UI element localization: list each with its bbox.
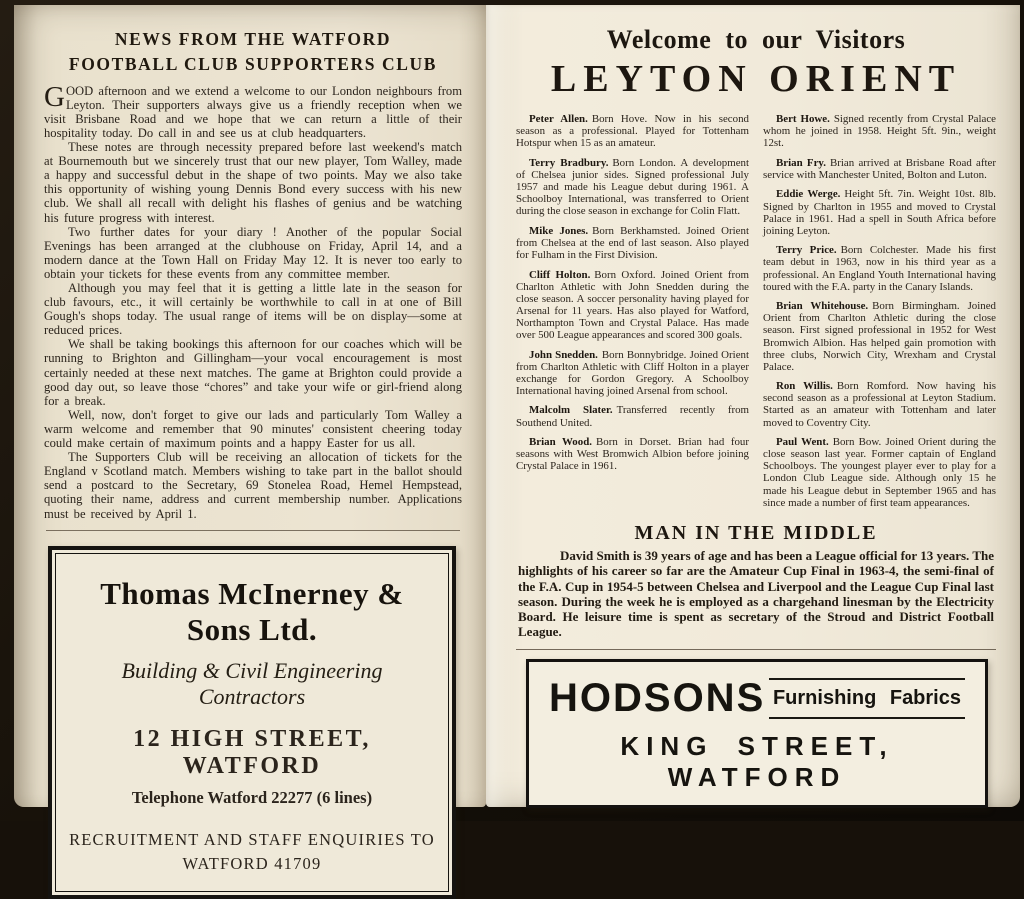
player-bio-text: Born Romford. Now having his second season as a professional at Leyton Stadium. Started as an amateur with Tottenham and later moved to Coventry City. <box>763 380 996 429</box>
player-name: Malcolm Slater. <box>529 404 613 417</box>
supporters-club-heading <box>44 27 462 77</box>
paragraph-3: Two further dates for your diary ! Another of the popular Social Evenings has been arranged at the clubhouse on Friday, April 14, and a modern dance at the Town Hall on Friday May 12. It is never too early to obtain your tickets for these events from any committee member. <box>44 224 462 281</box>
ad-store-tagline: Furnishing Fabrics <box>769 678 965 719</box>
player-bio-text: Born Bonnybridge. Joined Orient from Charlton Athletic with Cliff Holton in a player exchange for Gordon Gregory. A Schoolboy International having joined Arsenal from school. <box>516 348 750 397</box>
player-bio <box>763 188 996 236</box>
player-bio-text: Signed recently from Crystal Palace whom he joined in 1958. Height 5ft. 9in., weight 12st. <box>763 113 996 150</box>
ad-store-address: KING STREET, WATFORD <box>620 731 894 793</box>
player-bio-text: Born Colchester. Made his first team debut in 1963, now in his third year as a professional. An England Youth International having toured with the F.A. party in the Canary Islands. <box>763 244 996 293</box>
player-bio <box>516 404 749 428</box>
player-bio <box>516 349 749 397</box>
divider-rule <box>46 530 460 531</box>
ad-company-name: Thomas McInerney & Sons Ltd. <box>100 575 404 647</box>
open-pages <box>14 5 1020 873</box>
hodsons-ad-top-row <box>549 676 965 721</box>
paragraph-6: Well, now, don't forget to give our lads and particularly Tom Walley a warm welcome and remember that 90 minutes' consistent cheering today could make certain of maximum points and a happy Easter for us all. <box>44 407 462 451</box>
player-name: Cliff Holton. <box>529 268 591 281</box>
ad-store-name: HODSONS <box>549 676 766 721</box>
supporters-club-article <box>44 80 462 521</box>
ad-recruitment-line-2: WATFORD 41709 <box>182 853 322 873</box>
player-column-left <box>516 113 749 516</box>
paragraph-5: We shall be taking bookings this afternoon for our coaches which will be running to Brighton and Gillingham—your vocal encouragement is most certainly needed at these next matches. The game at Brighton could provide a good day out, so leave those “chores” and take your wife or girl-friend along for a break. <box>44 337 462 408</box>
player-bio-text: Born Hove. Now in his second season as a professional. Played for Tottenham Hotspur when 15 as an amateur. <box>516 113 749 150</box>
player-name: Terry Bradbury. <box>529 156 609 169</box>
player-bio <box>516 157 749 217</box>
ad-company-address: 12 HIGH STREET, WATFORD <box>133 725 371 779</box>
player-bio <box>516 436 749 472</box>
left-page <box>14 5 486 873</box>
player-bio <box>763 380 996 428</box>
player-bio <box>763 300 996 373</box>
player-column-right <box>763 113 996 516</box>
player-name: Peter Allen. <box>529 113 588 125</box>
divider-rule <box>516 649 996 650</box>
mcinerney-ad <box>48 546 456 899</box>
player-name: Bert Howe. <box>776 113 830 125</box>
player-bio-text: Born in Dorset. Brian had four seasons with West Bromwich Albion before joining Crystal Palace in 1961. <box>516 436 749 473</box>
player-bio-text: Born Birmingham. Joined Orient from Charlton Athletic during the close season. First signed professional in 1952 for West Bromwich Albion. Has helped gain promotion with three clubs, Norwich City, Wrexham and Crystal Palace. <box>763 300 996 373</box>
player-name: Terry Price. <box>776 244 837 257</box>
paragraph-7: The Supporters Club will be receiving an allocation of tickets for the England v Scotland match. Members wishing to take part in the ballot should send a postcard to the Secretary, 69 Stonelea Road, Hemel Hempstead, quoting their name, address and current membership number. Applications must be received by April 1. <box>44 450 462 521</box>
player-name: Brian Wood. <box>529 436 592 449</box>
player-bio-text: Born Bow. Joined Orient during the close season last year. Former captain of England Schoolboys. The youngest player ever to play for a London Club League side. Although only 15 he made his League debut in September 1965 and has since made a number of first team appearances. <box>763 436 996 509</box>
player-bio-text: Transferred recently from Southend United. <box>516 404 749 429</box>
visiting-team-name: LEYTON ORIENT <box>550 58 962 100</box>
hodsons-ad <box>526 659 988 808</box>
mcinerney-ad-frame <box>55 553 449 893</box>
player-bio <box>516 225 749 261</box>
player-bio <box>516 269 749 342</box>
referee-profile-text: David Smith is 39 years of age and has been a League official for 13 years. The highlights of his career so far are the Amateur Cup Final in 1963-4, the semi-final of the F.A. Cup in 1954-5 between Chelsea and Liverpool and the League Cup Final last season. During the week he is employed as a chargehand linesman by the Electricity Board. He leisure time is spent as secretary of the Stroud and District Football League. <box>518 548 994 640</box>
player-bio-text: Born Berkhamsted. Joined Orient from Chelsea at the end of last season. Also played for Fulham in the First Division. <box>516 224 749 261</box>
player-bio <box>516 113 749 149</box>
player-name: Brian Whitehouse. <box>776 300 869 313</box>
player-name: Brian Fry. <box>776 156 826 169</box>
player-bio-columns <box>516 113 996 516</box>
player-name: Paul Went. <box>776 436 829 449</box>
drop-cap: G <box>44 80 65 113</box>
paragraph-2: These notes are through necessity prepared before last weekend's match at Bournemouth but we sincerely trust that our new player, Tom Walley, made a happy and successful debut in the shape of two points. May we also take this opportunity of wishing young Dennis Bond every success with his new club. We shall all recall with delight his flashes of genius and be watching his future progress with interest. <box>44 140 462 225</box>
visitors-welcome-heading: Welcome to our Visitors <box>606 25 906 54</box>
player-bio <box>763 113 996 149</box>
ad-recruitment-line-1: RECRUITMENT AND STAFF ENQUIRIES TO <box>69 829 435 849</box>
player-name: Eddie Werge. <box>776 188 841 201</box>
player-bio-text: Brian arrived at Brisbane Road after service with Manchester United, Bolton and Luton. <box>763 156 997 181</box>
player-bio <box>763 157 996 181</box>
player-bio-text: Born London. A development of Chelsea junior sides. Signed professional July 1957 and made his League debut during 1961. A Schoolboy International, was transferred to Orient during the close season in exchange for Colin Flatt. <box>516 156 749 218</box>
heading-line-2: FOOTBALL CLUB SUPPORTERS CLUB <box>68 53 438 74</box>
ad-company-phone: Telephone Watford 22277 (6 lines) <box>131 787 373 807</box>
paragraph-1 <box>44 80 462 140</box>
player-bio <box>763 436 996 509</box>
player-name: Ron Willis. <box>776 380 833 393</box>
ad-company-tagline: Building & Civil Engineering Contractors <box>121 657 383 709</box>
man-in-the-middle-heading: MAN IN THE MIDDLE <box>634 522 878 545</box>
player-name: Mike Jones. <box>529 224 589 237</box>
paragraph-1-text: OOD afternoon and we extend a welcome to our London neighbours from Leyton. Their supporters always give us a friendly reception when we visit Brisbane Road and we hope that we can return a little of their hospitality today. Do call in and see us at club headquarters. <box>44 83 462 140</box>
player-bio-text: Height 5ft. 7in. Weight 10st. 8lb. Signed by Charlton in 1955 and moved to Crystal Palace in 1961. Had a spell in South Africa before joining Leyton. <box>763 188 996 237</box>
ad-recruitment-note <box>66 828 438 876</box>
player-name: John Snedden. <box>529 348 598 361</box>
player-bio-text: Born Oxford. Joined Orient from Charlton Athletic with John Snedden during the close season. A soccer personality having played for Arsenal for 11 years. Has also played for Watford, Northampton Town and Crystal Palace. Has made over 500 League appearances and scored 300 goals. <box>516 268 749 341</box>
paragraph-4: Although you may feel that it is getting a little late in the season for club favours, etc., it will certainly be worthwhile to call in at one of Bill Gough's shops today. The usual range of items will be on display—some at reduced prices. <box>44 281 462 338</box>
player-bio <box>763 244 996 292</box>
right-page <box>486 5 1020 807</box>
heading-line-1: NEWS FROM THE WATFORD <box>114 29 392 49</box>
